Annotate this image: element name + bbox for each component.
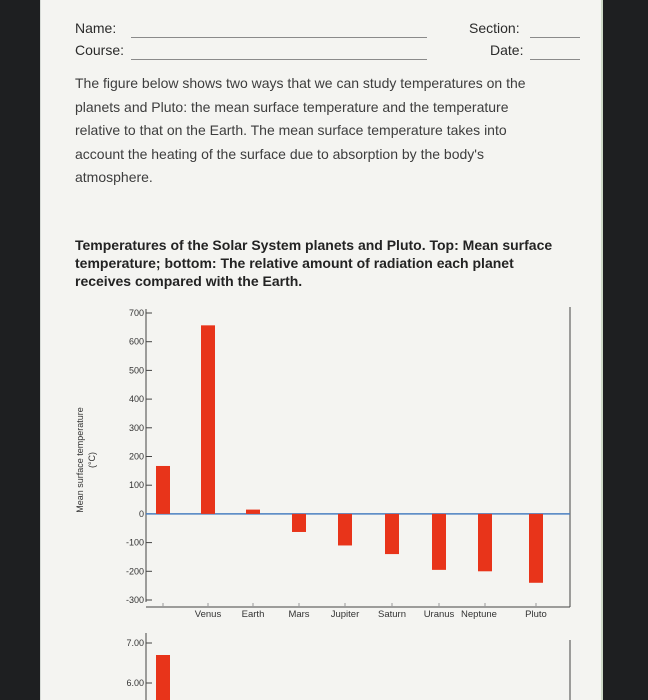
y-tick-label: 200 xyxy=(128,451,144,462)
y-tick-label: -300 xyxy=(125,595,144,605)
bar-mars xyxy=(292,514,306,532)
bar-uranus xyxy=(432,514,446,570)
x-label-saturn: Saturn xyxy=(378,609,406,620)
x-label-venus: Venus xyxy=(194,609,222,620)
bottom-y-tick-label: 7.00 xyxy=(126,638,144,648)
section-label: Section: xyxy=(469,20,520,36)
bar-saturn xyxy=(385,514,399,554)
y-axis-title: Mean surface temperature xyxy=(75,407,85,513)
y-tick-label: 700 xyxy=(128,308,144,318)
course-label: Course: xyxy=(75,42,125,58)
intro-paragraph: The figure below shows two ways that we can study temperatures on the planets and Pluto: the mean surface temperature and the temperature relative to that on the Earth. The mean surface temperature takes into account the heating of the surface due to absorption by the body's atmosphere. xyxy=(75,75,526,185)
bottom-bar-mercury xyxy=(156,655,170,700)
y-tick-label: 400 xyxy=(128,394,144,405)
name-label: Name: xyxy=(75,20,117,36)
y-tick-label: 0 xyxy=(138,508,144,519)
y-axis-title-unit: (°C) xyxy=(87,451,97,469)
y-tick-label: -200 xyxy=(125,566,144,577)
x-label-jupiter: Jupiter xyxy=(330,609,360,620)
y-tick-label: 500 xyxy=(128,365,144,376)
figure-caption: Temperatures of the Solar System planets and Pluto. Top: Mean surface temperature; bottom: The relative amount of radiation each planet receives compared with the Earth. xyxy=(75,237,553,289)
bar-earth xyxy=(246,510,260,514)
y-tick-label: 600 xyxy=(128,336,144,347)
x-label-mars: Mars xyxy=(288,609,310,620)
bar-pluto xyxy=(529,514,543,583)
x-label-pluto: Pluto xyxy=(525,609,547,620)
x-label-uranus: Uranus xyxy=(423,609,455,620)
x-label-earth: Earth xyxy=(241,609,265,620)
bar-jupiter xyxy=(338,514,352,546)
bar-mercury xyxy=(156,466,170,514)
y-tick-label: 100 xyxy=(128,480,144,491)
y-tick-label: 300 xyxy=(128,422,144,433)
x-label-neptune: Neptune xyxy=(461,609,497,620)
date-label: Date: xyxy=(490,42,524,58)
bar-neptune xyxy=(478,514,492,571)
bottom-y-tick-label: 6.00 xyxy=(126,678,144,688)
y-tick-label: -100 xyxy=(125,537,144,548)
bar-venus xyxy=(201,325,215,514)
